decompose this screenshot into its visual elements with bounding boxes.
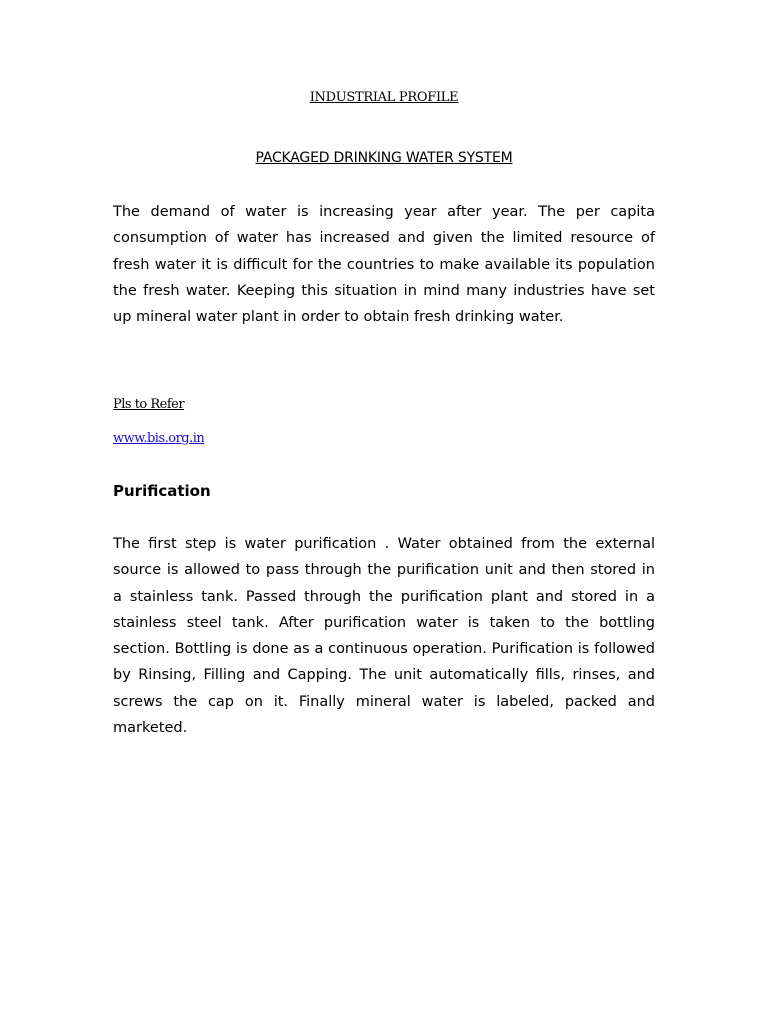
bis-link[interactable]: www.bis.org.in [113,431,205,446]
purification-paragraph: The first step is water purification . Water obtained from the external source is allowed to pass through the purification unit and then stored in a stainless tank. Passed through the purification plant and stored in a stainless steel tank. After purification water is taken to the bottling section. Bottling is done as a continuous operation. Purification is followed by Rinsing, Filling and Capping. The unit automatically fills, rinses, and screws the cap on it. Finally mineral water is labeled, packed and marketed. [113,536,655,737]
intro-paragraph: The demand of water is increasing year after year. The per capita consumption of water has increased and given the limited resource of fresh water it is difficult for the countries to make available its population the fresh water. Keeping this situation in mind many industries have set up mineral water plant in order to obtain fresh drinking water. [113,204,655,326]
section-heading-purification: Purification [113,482,211,500]
document-subtitle: PACKAGED DRINKING WATER SYSTEM [255,150,513,166]
document-title: INDUSTRIAL PROFILE [309,90,459,105]
refer-label: Pls to Refer [113,397,185,412]
